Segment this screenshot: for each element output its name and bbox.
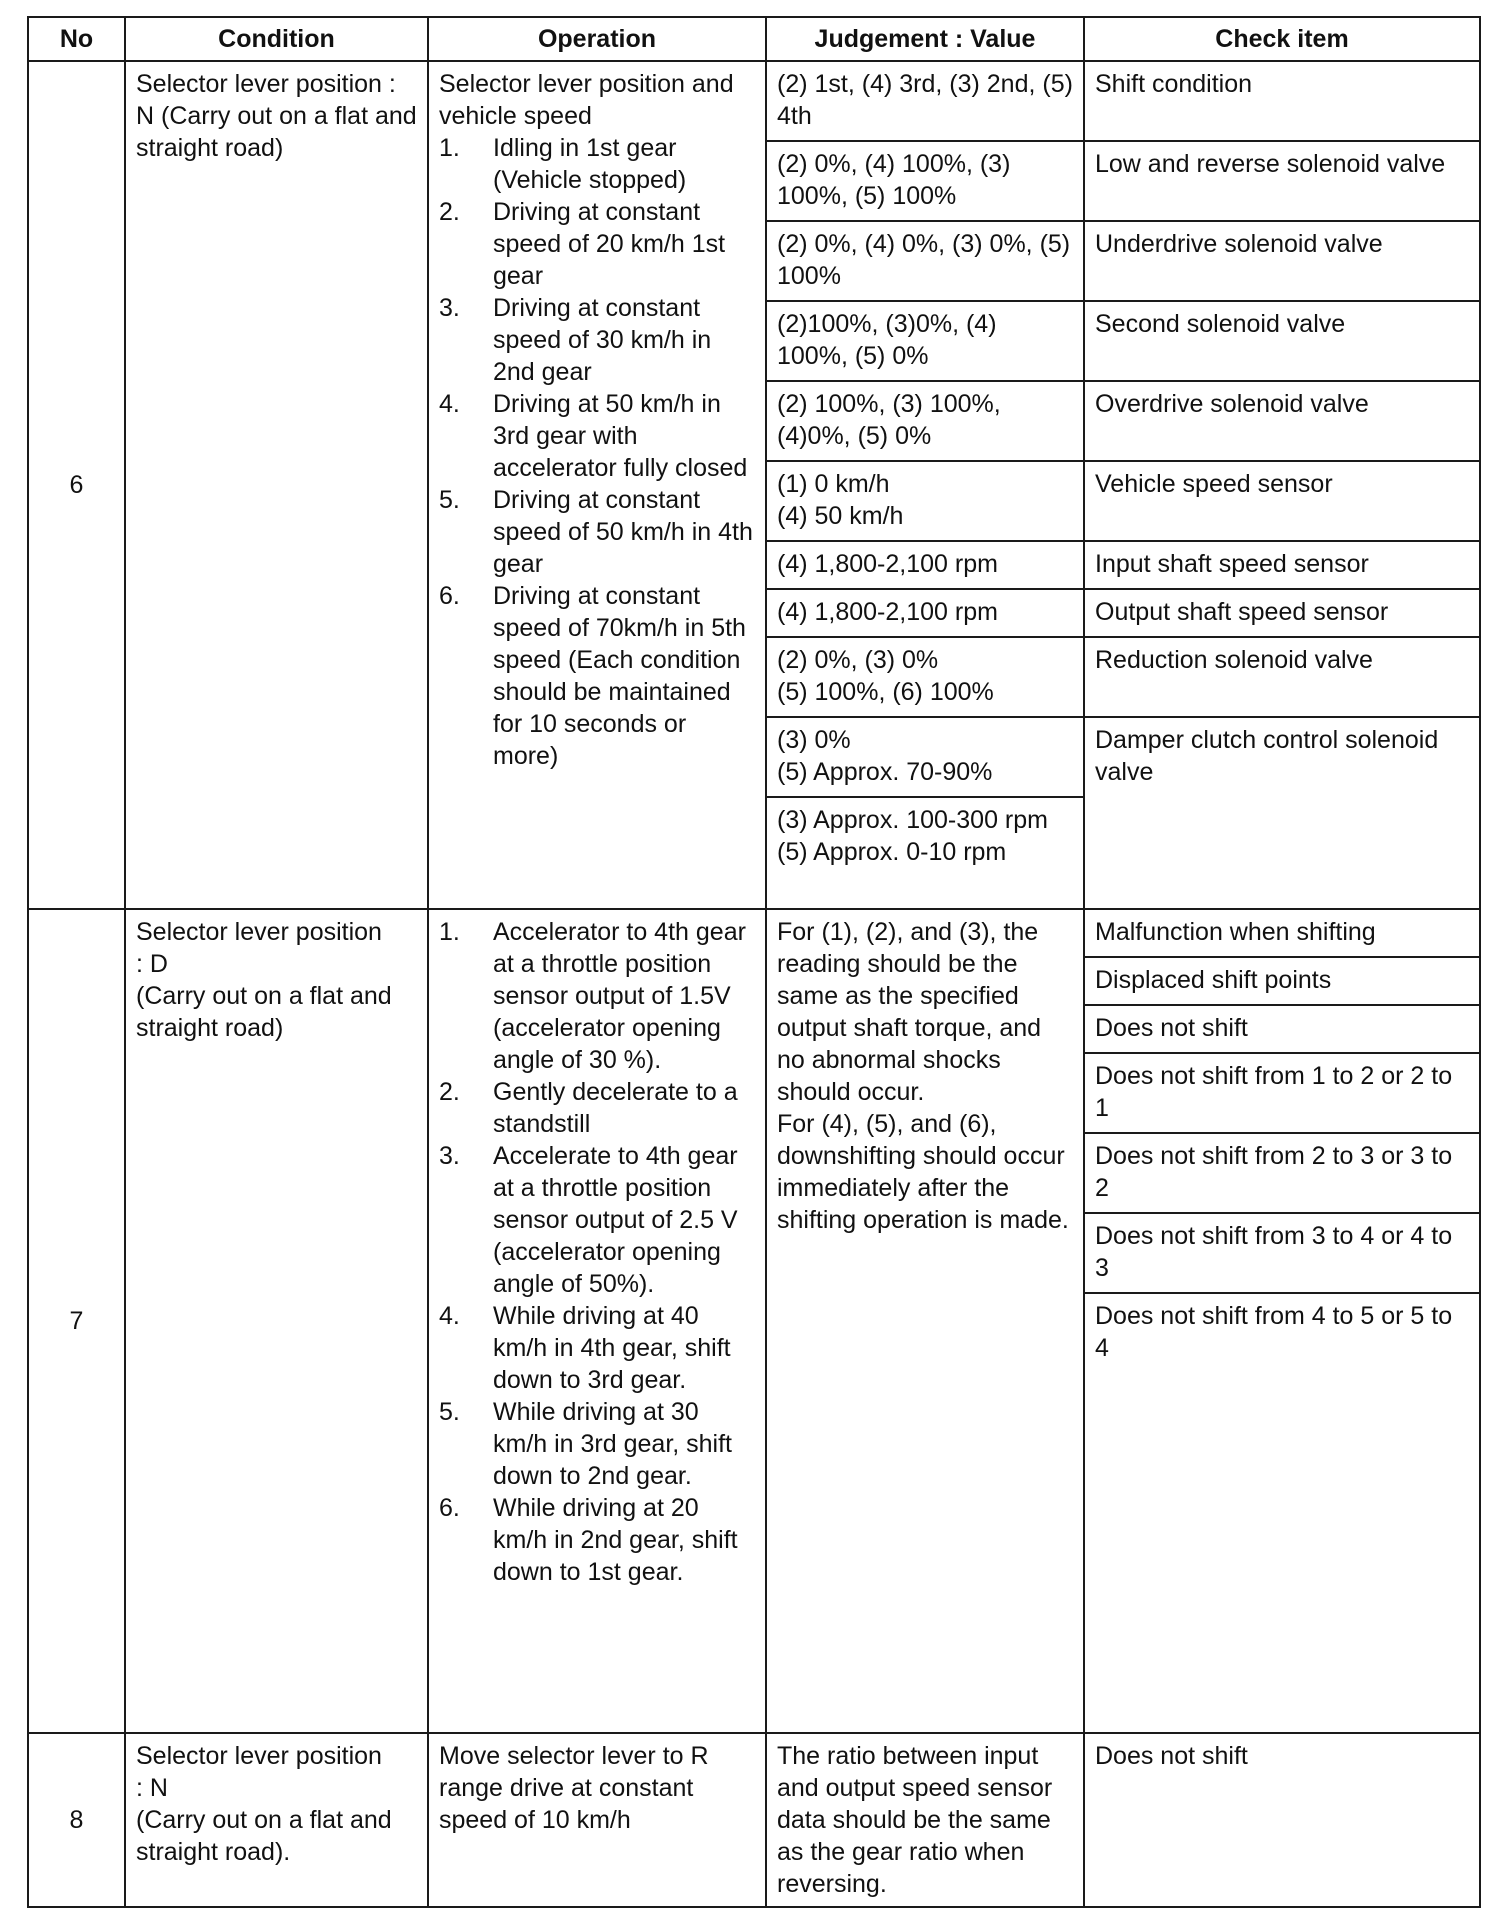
row7-operation-steps: [439, 916, 755, 1588]
table-row: [28, 1733, 1480, 1907]
list-item: 1. Idling in 1st gear (Vehicle stopped): [439, 134, 687, 194]
header-condition: Condition: [125, 17, 428, 61]
check-cell: Does not shift from 2 to 3 or 3 to 2: [1084, 1133, 1480, 1213]
row7-operation: [428, 909, 766, 1733]
check-cell: Malfunction when shifting: [1084, 909, 1480, 957]
list-item: 4. While driving at 40 km/h in 4th gear, shift down to 3rd gear.: [439, 1302, 731, 1394]
judgement-cell: (3) Approx. 100-300 rpm (5) Approx. 0-10 rpm: [766, 797, 1084, 909]
check-cell: Input shaft speed sensor: [1084, 541, 1480, 589]
list-item: 6. While driving at 20 km/h in 2nd gear, shift down to 1st gear.: [439, 1494, 738, 1586]
row6-operation-intro: Selector lever position and vehicle speed: [439, 70, 734, 130]
list-item: 1. Accelerator to 4th gear at a throttle position sensor output of 1.5V (accelerator opening angle of 30 %).: [439, 918, 746, 1074]
row7-judgement: For (1), (2), and (3), the reading should be the same as the specified output shaft torque, and no abnormal shocks should occur. For (4), (5), and (6), downshifting should occur immediately after the shifting operation is made.: [766, 909, 1084, 1733]
list-item: 5. Driving at constant speed of 50 km/h in 4th gear: [439, 486, 753, 578]
row6-operation-steps: [439, 132, 755, 772]
row8-judgement: The ratio between input and output speed sensor data should be the same as the gear ratio when reversing.: [766, 1733, 1084, 1907]
table-row: [28, 909, 1480, 957]
judgement-cell: (2) 0%, (4) 0%, (3) 0%, (5) 100%: [766, 221, 1084, 301]
judgement-cell: (2) 1st, (4) 3rd, (3) 2nd, (5) 4th: [766, 61, 1084, 141]
judgement-cell: (3) 0% (5) Approx. 70-90%: [766, 717, 1084, 797]
judgement-cell: (2) 100%, (3) 100%, (4)0%, (5) 0%: [766, 381, 1084, 461]
judgement-cell: (2) 0%, (3) 0% (5) 100%, (6) 100%: [766, 637, 1084, 717]
header-operation: Operation: [428, 17, 766, 61]
check-cell: Output shaft speed sensor: [1084, 589, 1480, 637]
row7-condition: Selector lever position : D (Carry out on a flat and straight road): [125, 909, 428, 1733]
row6-operation: [428, 61, 766, 909]
row6-no: 6: [28, 61, 125, 909]
check-cell: Does not shift from 1 to 2 or 2 to 1: [1084, 1053, 1480, 1133]
check-cell: Displaced shift points: [1084, 957, 1480, 1005]
list-item: 5. While driving at 30 km/h in 3rd gear, shift down to 2nd gear.: [439, 1398, 733, 1490]
diagnosis-table: [27, 16, 1481, 1908]
row7-no: 7: [28, 909, 125, 1733]
check-cell: Reduction solenoid valve: [1084, 637, 1480, 717]
check-cell: Damper clutch control solenoid valve: [1084, 717, 1480, 909]
list-item: 2. Driving at constant speed of 20 km/h 1st gear: [439, 198, 726, 290]
header-judgement: Judgement : Value: [766, 17, 1084, 61]
header-no: No: [28, 17, 125, 61]
list-item: 2. Gently decelerate to a standstill: [439, 1078, 738, 1138]
list-item: 6. Driving at constant speed of 70km/h in 5th speed (Each condition should be maintained for 10 seconds or more): [439, 582, 746, 770]
check-cell: Second solenoid valve: [1084, 301, 1480, 381]
check-cell: Vehicle speed sensor: [1084, 461, 1480, 541]
list-item: 3. Accelerate to 4th gear at a throttle position sensor output of 2.5 V (accelerator opening angle of 50%).: [439, 1142, 738, 1298]
list-item: 4. Driving at 50 km/h in 3rd gear with accelerator fully closed: [439, 390, 748, 482]
check-cell: Underdrive solenoid valve: [1084, 221, 1480, 301]
row8-operation: Move selector lever to R range drive at constant speed of 10 km/h: [428, 1733, 766, 1907]
check-cell: Shift condition: [1084, 61, 1480, 141]
check-cell: Does not shift from 3 to 4 or 4 to 3: [1084, 1213, 1480, 1293]
judgement-cell: (1) 0 km/h (4) 50 km/h: [766, 461, 1084, 541]
check-cell: Overdrive solenoid valve: [1084, 381, 1480, 461]
header-row: [28, 17, 1480, 61]
check-cell: Low and reverse solenoid valve: [1084, 141, 1480, 221]
check-cell: Does not shift: [1084, 1005, 1480, 1053]
check-cell: Does not shift from 4 to 5 or 5 to 4: [1084, 1293, 1480, 1733]
row8-check: Does not shift: [1084, 1733, 1480, 1907]
row8-no: 8: [28, 1733, 125, 1907]
row6-condition: Selector lever position : N (Carry out on a flat and straight road): [125, 61, 428, 909]
list-item: 3. Driving at constant speed of 30 km/h in 2nd gear: [439, 294, 712, 386]
header-check-item: Check item: [1084, 17, 1480, 61]
judgement-cell: (4) 1,800-2,100 rpm: [766, 589, 1084, 637]
judgement-cell: (2) 0%, (4) 100%, (3) 100%, (5) 100%: [766, 141, 1084, 221]
judgement-cell: (2)100%, (3)0%, (4) 100%, (5) 0%: [766, 301, 1084, 381]
table-row: [28, 61, 1480, 141]
row8-condition: Selector lever position : N (Carry out on a flat and straight road).: [125, 1733, 428, 1907]
judgement-cell: (4) 1,800-2,100 rpm: [766, 541, 1084, 589]
